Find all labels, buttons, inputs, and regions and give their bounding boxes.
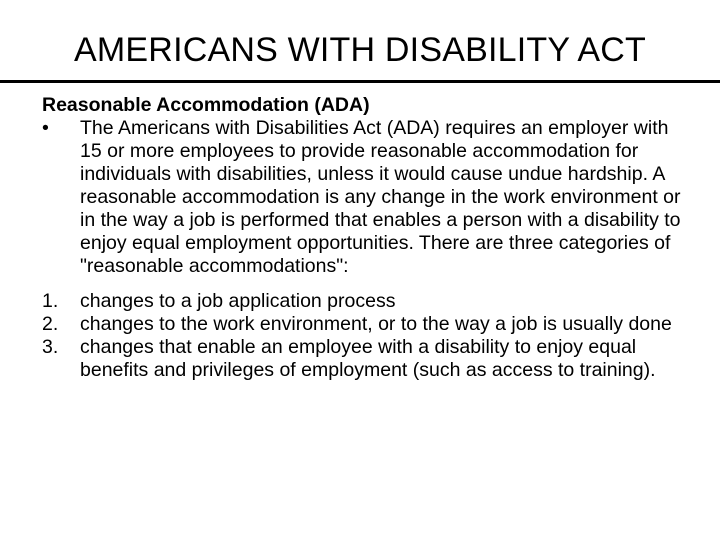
slide-title: AMERICANS WITH DISABILITY ACT — [74, 31, 646, 69]
bullet-icon: • — [42, 117, 49, 139]
list-item-number: 3. — [42, 336, 59, 358]
list-item — [42, 290, 692, 313]
list-item — [42, 336, 692, 382]
slide-body — [42, 94, 692, 382]
list-item-number: 1. — [42, 290, 59, 312]
bullet-text: The Americans with Disabilities Act (ADA) requires an employer with 15 or more employees to provide reasonable accommodation for individuals with disabilities, unless it would cause undue hardship. A reasonable accommodation is any change in the work environment or in the way a job is performed that enables a person with a disability to enjoy equal employment opportunities. There are three categories of "reasonable accommodations": — [80, 117, 681, 277]
list-item-number: 2. — [42, 313, 59, 335]
title-divider — [0, 80, 720, 83]
accommodation-categories-list — [42, 290, 692, 382]
section-heading: Reasonable Accommodation (ADA) — [42, 94, 370, 116]
bullet-paragraph — [42, 117, 692, 278]
list-item-text: changes that enable an employee with a disability to enjoy equal benefits and privileges of employment (such as access to training). — [80, 336, 656, 381]
list-item — [42, 313, 692, 336]
list-item-text: changes to a job application process — [80, 290, 396, 312]
list-item-text: changes to the work environment, or to the way a job is usually done — [80, 313, 672, 335]
